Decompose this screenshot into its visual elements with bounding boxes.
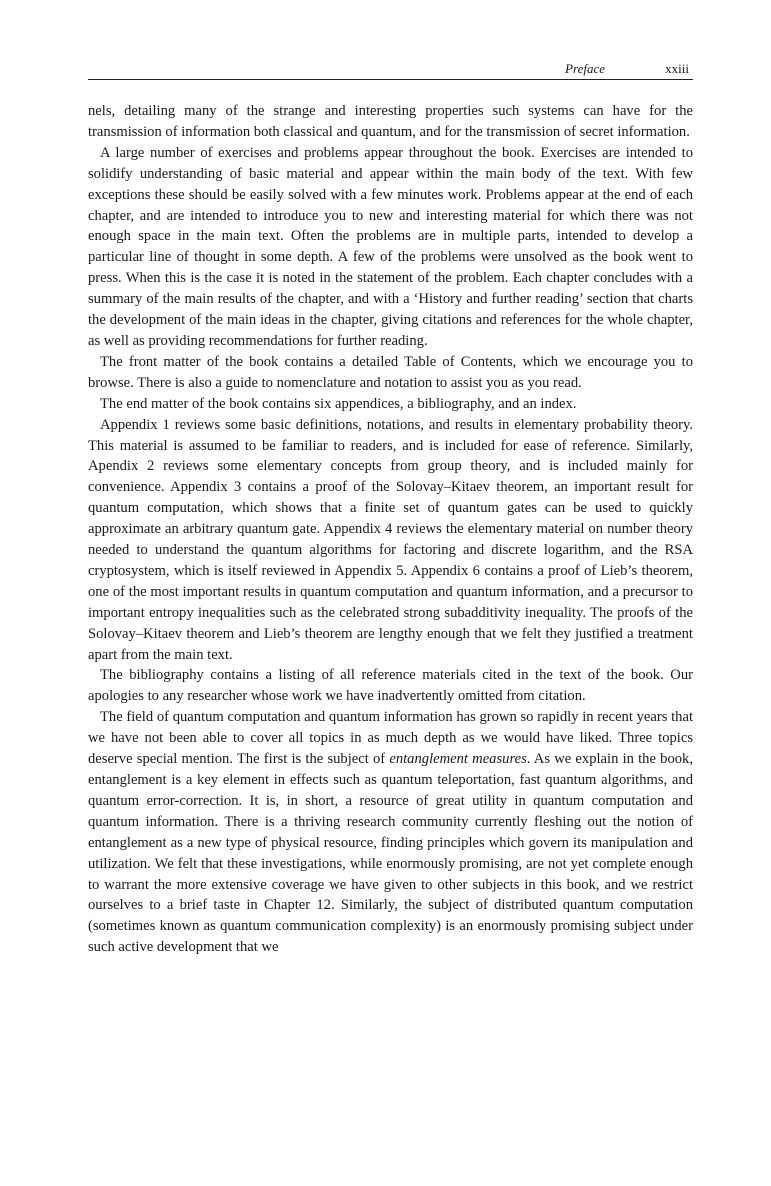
emphasized-term: entanglement measures (389, 751, 527, 768)
paragraph: Appendix 1 reviews some basic definitions, notations, and results in elementary probability theory. This material is assumed to be familiar to readers, and is included for ease of reference. Similarly, Apendix 2 reviews some elementary concepts from group theory, and is included mainly for convenience. Appendix 3 contains a proof of the Solovay–Kitaev theorem, an important result for quantum computation, which shows that a finite set of quantum gates can be used to quickly approximate an arbitrary quantum gate. Appendix 4 reviews the elementary material on number theory needed to understand the quantum algorithms for factoring and discrete logarithm, and the RSA cryptosystem, which is itself reviewed in Appendix 5. Appendix 6 contains a proof of Lieb’s theorem, one of the most important results in quantum computation and quantum information, and a precursor to important entropy inequalities such as the celebrated strong subadditivity inequality. The proofs of the Solovay–Kitaev theorem and Lieb’s theorem are lengthy enough that we felt they justified a treatment apart from the main text. (88, 416, 693, 663)
body-text (88, 101, 693, 958)
running-header (88, 58, 693, 80)
page-number: xxiii (665, 61, 689, 76)
paragraph-text: The field of quantum computation and quantum information has grown so rapidly in recent years that we have not been able to cover all topics in as much depth as we would have liked. Three topics deserve special mention. The first is the subject of (88, 709, 693, 768)
paragraph: The bibliography contains a listing of all reference materials cited in the text of the book. Our apologies to any researcher whose work we have inadvertently omitted from citation. (88, 667, 693, 705)
book-page (88, 58, 693, 958)
paragraph (88, 707, 693, 958)
paragraph: nels, detailing many of the strange and interesting properties such systems can have for the transmission of information both classical and quantum, and for the transmission of secret information. (88, 103, 693, 140)
running-header-section: Preface (565, 61, 605, 76)
paragraph: The front matter of the book contains a detailed Table of Contents, which we encourage you to browse. There is also a guide to nomenclature and notation to assist you as you read. (88, 353, 693, 391)
paragraph-text: . As we explain in the book, entanglement is a key element in effects such as quantum teleportation, fast quantum algorithms, and quantum error-correction. It is, in short, a resource of great utility in quantum computation and quantum information. There is a thriving research community currently fleshing out the notion of entanglement as a new type of physical resource, finding principles which govern its manipulation and utilization. We felt that these investigations, while enormously promising, are not yet complete enough to warrant the more extensive coverage we have given to other subjects in this book, and we restrict ourselves to a brief taste in Chapter 12. Similarly, the subject of distributed quantum computation (sometimes known as quantum communication complexity) is an enormously promising subject under such active development that we (88, 751, 693, 956)
paragraph: A large number of exercises and problems appear throughout the book. Exercises are intended to solidify understanding of basic material and appear within the main body of the text. With few exceptions these should be easily solved with a few minutes work. Problems appear at the end of each chapter, and are intended to introduce you to new and interesting material for which there was not enough space in the main text. Often the problems are in multiple parts, intended to develop a particular line of thought in some depth. A few of the problems were unsolved as the book went to press. When this is the case it is noted in the statement of the problem. Each chapter concludes with a summary of the main results of the chapter, and with a ‘History and further reading’ section that charts the development of the main ideas in the chapter, giving citations and references for the whole chapter, as well as providing recommendations for further reading. (88, 144, 693, 349)
paragraph: The end matter of the book contains six appendices, a bibliography, and an index. (100, 395, 577, 412)
